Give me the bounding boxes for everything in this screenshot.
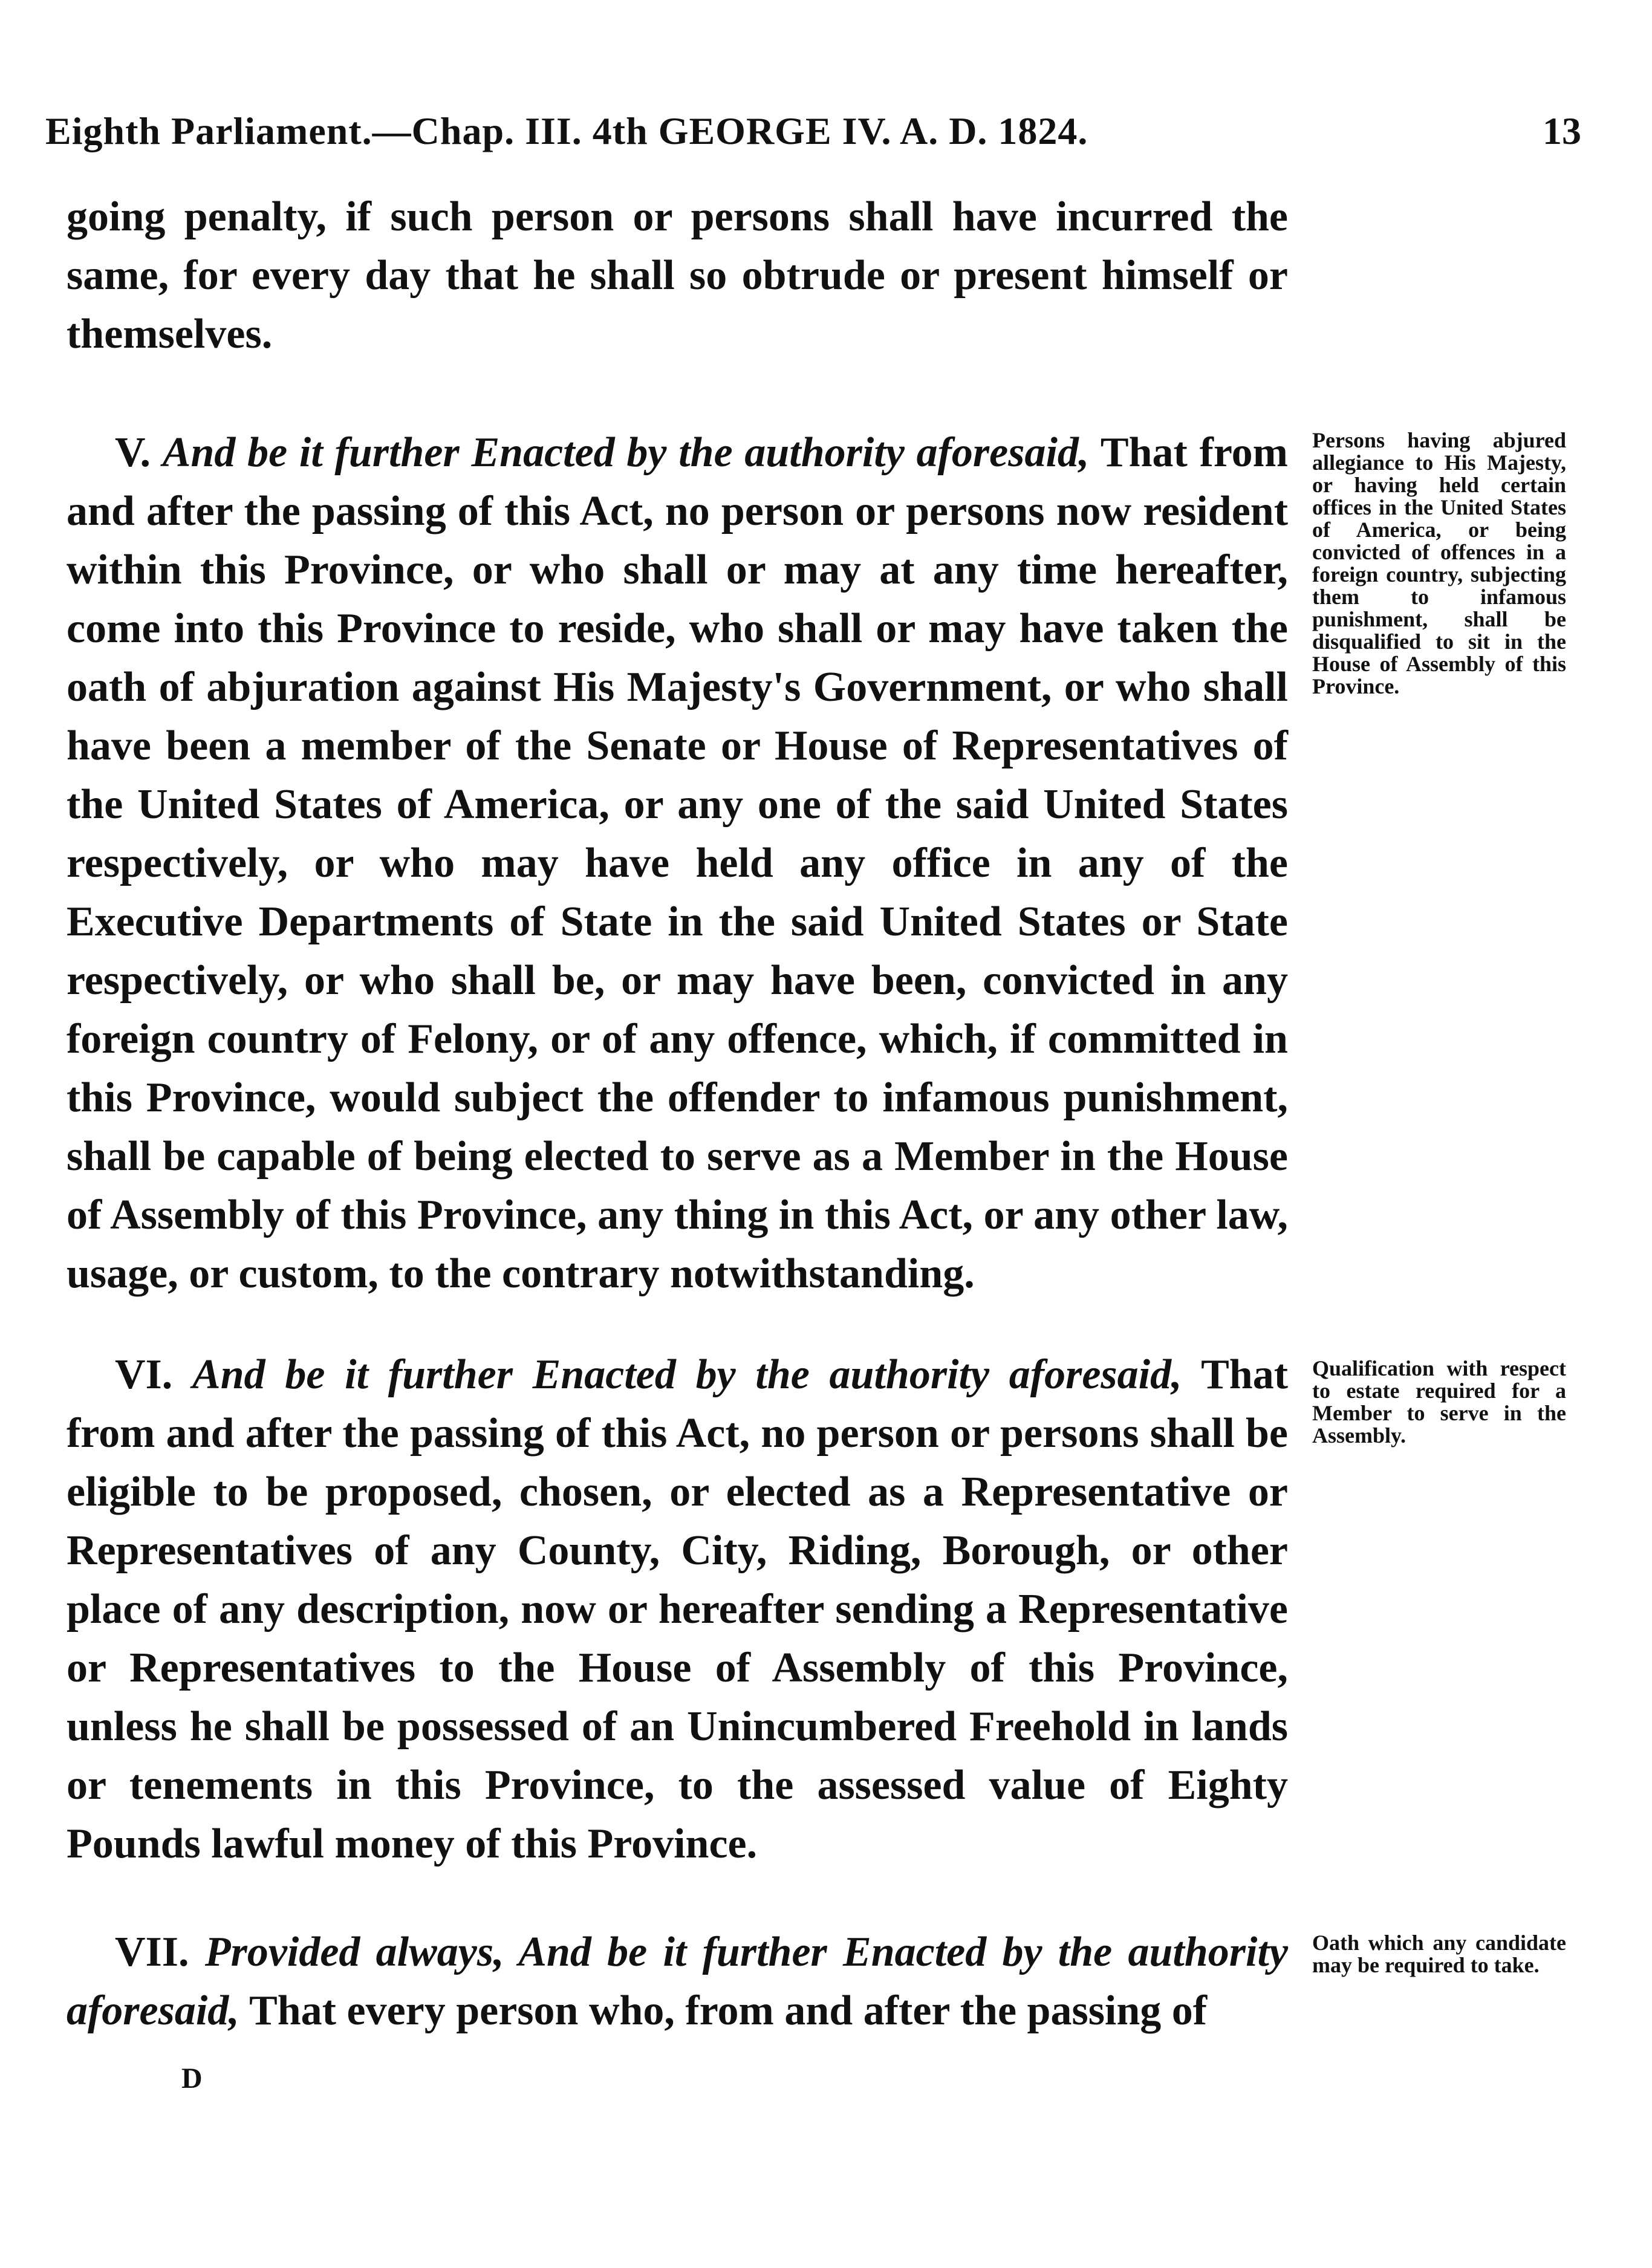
section-vii: [67, 1923, 1288, 2040]
running-title: Eighth Parliament.—Chap. III. 4th GEORGE IV. A. D. 1824.: [45, 109, 1088, 152]
section-text: That from and after the passing of this Act, no person or persons now resident within this Province, or who shall or may at any time hereafter, come into this Province to reside, who shall or may have taken the oath of abjuration against His Majesty's Government, or who shall have been a member of the Senate or House of Representatives of the United States of America, or any one of the said United States respectively, or who may have held any office in any of the Executive Departments of State in the said United States or State respectively, or who shall be, or may have been, convicted in any foreign country of Felony, or of any offence, which, if committed in this Province, would subject the offender to infamous punishment, shall be capable of being elected to serve as a Member in the House of Assembly of this Province, any thing in this Act, or any other law, usage, or custom, to the contrary notwithstanding.: [67, 429, 1288, 1297]
section-number: V.: [115, 429, 151, 476]
margin-note-section-v: Persons having abjured allegiance to His Majesty, or having held certain offices in the United States of America, or being convicted of offences in a foreign country, subjecting them to infamous punishment, shall be disqualified to sit in the House of Assembly of this Province.: [1312, 428, 1566, 698]
section-number: VI.: [115, 1351, 173, 1398]
section-vi: [67, 1345, 1288, 1873]
section-number: VII.: [115, 1929, 189, 1975]
running-header: [45, 109, 1605, 163]
signature-mark: D: [181, 2062, 203, 2094]
margin-note-section-vi: Qualification with respect to estate required for a Member to serve in the Assembly.: [1312, 1356, 1566, 1448]
section-text: That from and after the passing of this Act, no person or persons shall be eligible to be proposed, chosen, or elected as a Representative or Representatives of any County, City, Riding, Borough, or other place of any description, now or hereafter sending a Representative or Representatives to the House of Assembly of this Province, unless he shall be possessed of an Unincumbered Freehold in lands or tenements in this Province, to the assessed value of Eighty Pounds lawful money of this Province.: [67, 1351, 1289, 1867]
continuation-text: going penalty, if such person or persons shall have incurred the same, for every day that he shall so obtrude or present himself or themselves.: [67, 193, 1288, 357]
continuation-paragraph: [67, 187, 1288, 363]
enacting-clause: And be it further Enacted by the authority aforesaid,: [162, 429, 1090, 476]
margin-note-section-vii: Oath which any candidate may be required to take.: [1312, 1931, 1566, 1977]
enacting-clause: Provided always, And be it further Enacted by the authority aforesaid,: [67, 1929, 1289, 2034]
section-text: That every person who, from and after the passing of: [249, 1987, 1208, 2034]
enacting-clause: And be it further Enacted by the authority aforesaid,: [192, 1351, 1182, 1398]
section-v: [67, 423, 1288, 1303]
page-number: 13: [1543, 109, 1581, 152]
